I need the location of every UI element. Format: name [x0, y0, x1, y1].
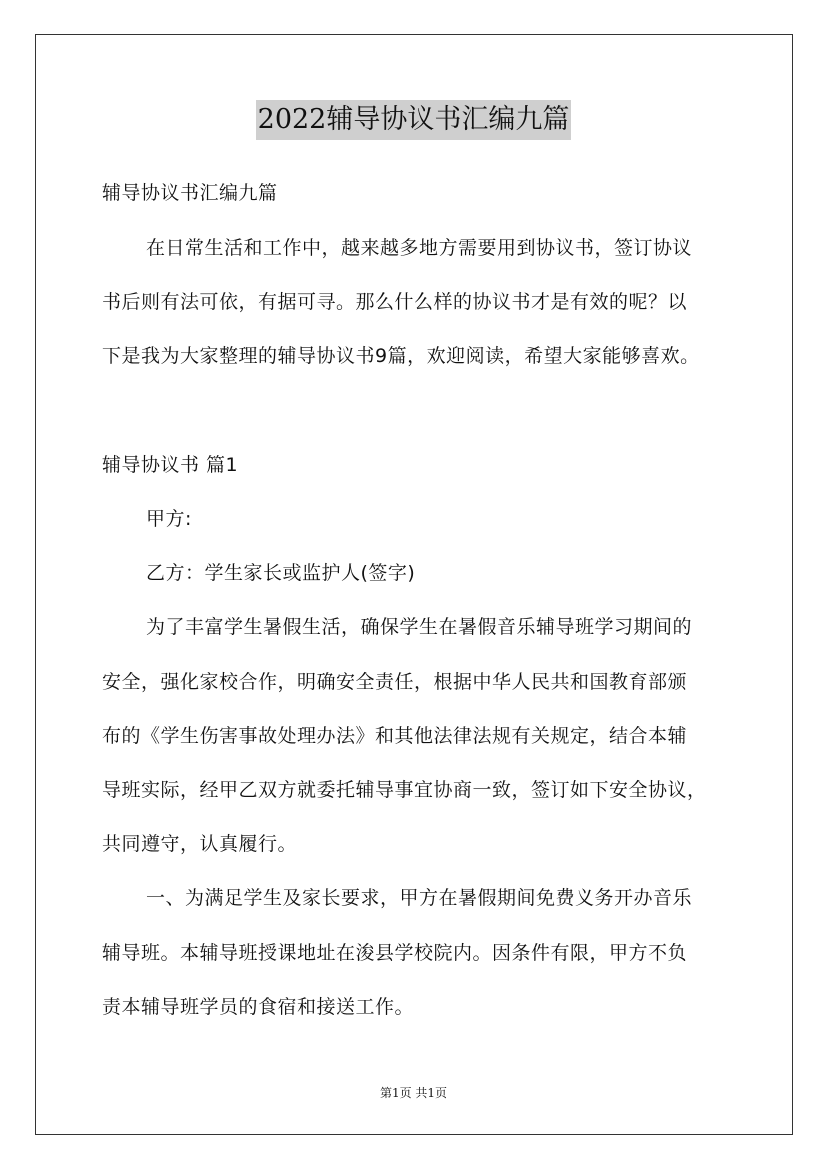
- paragraph-line: 责本辅导班学员的食宿和接送工作。: [102, 996, 415, 1018]
- paragraph-line: 在日常生活和工作中，越来越多地方需要用到协议书，签订协议: [146, 237, 693, 259]
- party-a-line: 甲方:: [146, 508, 192, 530]
- paragraph-line: 安全，强化家校合作，明确安全责任，根据中华人民共和国教育部颁: [102, 671, 688, 693]
- paragraph-line: 布的《学生伤害事故处理办法》和其他法律法规有关规定，结合本辅: [102, 725, 688, 747]
- paragraph-line: 为了丰富学生暑假生活，确保学生在暑假音乐辅导班学习期间的: [146, 616, 693, 638]
- paragraph-line: 书后则有法可依，有据可寻。那么什么样的协议书才是有效的呢？以: [102, 291, 688, 313]
- page-number: 第1页 共1页: [379, 1086, 448, 1100]
- paragraph-line: 共同遵守，认真履行。: [102, 833, 298, 855]
- document-title-wrap: [0, 100, 827, 140]
- party-b-line: 乙方：学生家长或监护人(签字): [146, 562, 416, 584]
- subtitle-line: 辅导协议书汇编九篇: [102, 182, 278, 204]
- paragraph-line: 一、为满足学生及家长要求，甲方在暑假期间免费义务开办音乐: [146, 887, 693, 909]
- paragraph-line: 辅导班。本辅导班授课地址在浚县学校院内。因条件有限，甲方不负: [102, 942, 688, 964]
- document-title: 2022辅导协议书汇编九篇: [256, 100, 572, 140]
- paragraph-line: 下是我为大家整理的辅导协议书9篇，欢迎阅读，希望大家能够喜欢。: [102, 345, 700, 367]
- section-heading: 辅导协议书 篇1: [102, 454, 239, 476]
- paragraph-line: 导班实际，经甲乙双方就委托辅导事宜协商一致，签订如下安全协议，: [102, 779, 707, 801]
